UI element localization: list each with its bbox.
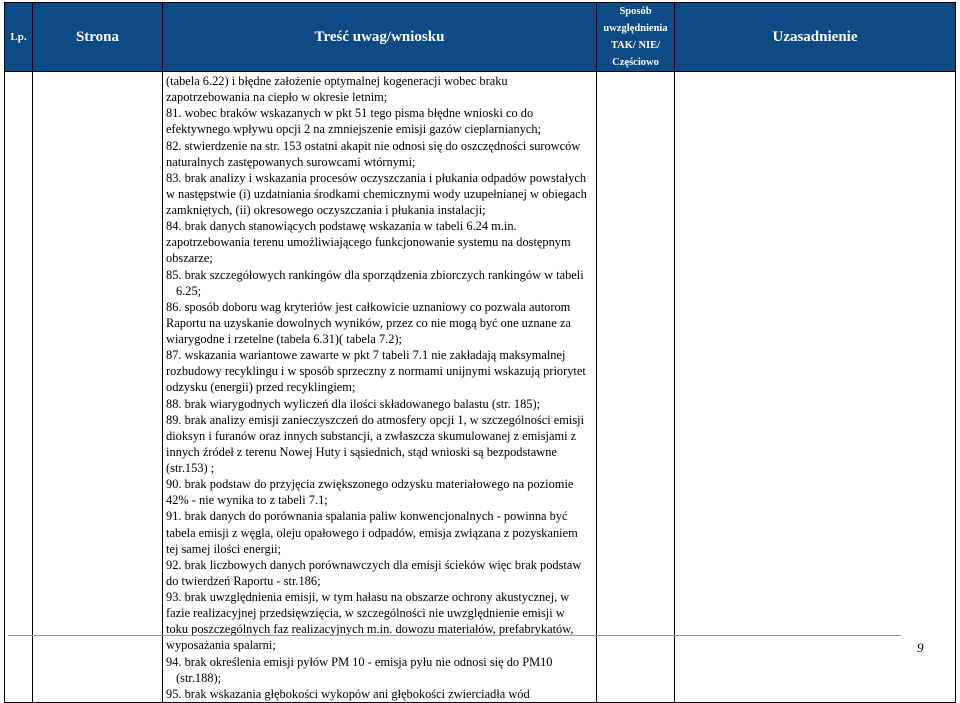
cell-strona (33, 72, 163, 703)
text-line: 89. brak analizy emisji zanieczyszczeń do atmosfery opcji 1, w szczególności emisji (166, 412, 585, 427)
text-line: 83. brak analizy i wskazania procesów oczyszczania i płukania odpadów powstałych (166, 170, 587, 185)
text-line: 85. brak szczegółowych rankingów dla sporządzenia zbiorczych rankingów w tabeli (166, 267, 584, 282)
header-row (5, 3, 956, 72)
text-line: zamkniętych, (ii) okresowego oczyszczania i płukania instalacji; (166, 203, 486, 217)
text-line: (str.188); (176, 670, 222, 685)
cell-tresc (163, 72, 597, 703)
text-line: fazie realizacyjnej przedsięwzięcia, w szczególności nie uwzględnienie emisji w (166, 606, 565, 621)
header-sposob-line-4: Częściowo (612, 57, 659, 68)
cell-sposob (597, 72, 675, 703)
remarks-text (163, 72, 596, 702)
text-line: 91. brak danych do porównania spalania paliw konwencjonalnych - powinna być (166, 509, 568, 524)
text-line: 95. brak wskazania głębokości wykopów ani głębokości zwierciadła wód (166, 686, 530, 701)
text-line: 84. brak danych stanowiących podstawę wskazania w tabeli 6.24 m.in. (166, 219, 517, 234)
text-line: tabela emisji z węgla, oleju opałowego i odpadów, emisja związana z pozyskaniem (166, 525, 578, 540)
text-line: 92. brak liczbowych danych porównawczych dla emisji ścieków więc brak podstaw (166, 557, 582, 572)
header-lp: Lp. (5, 3, 33, 72)
text-line: wyposażania spalarni; (166, 638, 276, 653)
text-line: 90. brak podstaw do przyjęcia zwiększonego odzysku materiałowego na poziomie (166, 477, 574, 492)
text-line: efektywnego wpływu opcji 2 na zmniejszenie emisji gazów cieplarnianych; (166, 122, 542, 137)
table-row (5, 72, 956, 703)
text-line: odzysku (energii) przed recyklingiem; (166, 380, 356, 395)
header-strona: Strona (33, 3, 163, 72)
header-sposob-line-2: uwzględnienia (603, 23, 668, 34)
text-line: 42% - nie wynika to z tabeli 7.1; (166, 493, 328, 508)
text-line: toku poszczególnych faz realizacyjnych m.in. dowozu materiałów, prefabrykatów, (166, 622, 574, 637)
text-line: 87. wskazania wariantowe zawarte w pkt 7 tabeli 7.1 nie zakładają maksymalnej (166, 348, 566, 363)
text-line: 88. brak wiarygodnych wyliczeń dla ilości składowanego balastu (str. 185); (166, 396, 541, 411)
cell-uzasadnienie (675, 72, 956, 703)
text-line: zapotrzebowania terenu umożliwiającego funkcjonowanie systemu na dostępnym (166, 235, 571, 250)
text-line: wiarygodne i rzetelne (tabela 6.31)( tabela 7.2); (166, 332, 403, 346)
text-line: dioksyn i furanów oraz innych substancji, a zwłaszcza skumulowanej z emisjami z (166, 428, 577, 443)
text-line: 82. stwierdzenie na str. 153 ostatni akapit nie odnosi się do oszczędności surowców (166, 138, 581, 153)
text-line: innych źródeł z terenu Nowej Huty i sąsiednich, stąd wnioski są bezpodstawne (166, 444, 557, 459)
text-line: Raportu na uzyskanie dowolnych wyników, przez co nie mogą być one uznane za (166, 315, 571, 330)
header-sposob-line-3: TAK/ NIE/ (610, 40, 661, 51)
text-line: zapotrzebowania na ciepło w okresie letnim; (166, 90, 388, 105)
text-line: do twierdzeń Raportu - str.186; (166, 573, 321, 588)
text-line: w następstwie (i) uzdatniania środkami chemicznymi wody uzupełnianej w obiegach (166, 186, 587, 201)
text-line: 6.25; (176, 283, 202, 298)
remarks-table (4, 2, 956, 703)
text-line: tej samej ilości energii; (166, 541, 282, 556)
text-line: 94. brak określenia emisji pyłów PM 10 - emisja pyłu nie odnosi się do PM10 (166, 654, 553, 669)
cell-lp (5, 72, 33, 703)
header-sposob (597, 3, 675, 72)
text-line: 93. brak uwzględnienia emisji, w tym hałasu na obszarze ochrony akustycznej, w (166, 590, 570, 604)
header-tresc: Treść uwag/wniosku (163, 3, 597, 72)
text-line: rozbudowy recyklingu i w sposób sprzeczny z normami unijnymi wskazują priorytet (166, 364, 586, 379)
page-number: 9 (917, 640, 924, 655)
text-line: 86. sposób doboru wag kryteriów jest całkowicie uznaniowy co pozwala autorom (166, 299, 571, 314)
footer-divider (8, 635, 901, 636)
text-line: naturalnych zastępowanych surowcami wtórnymi; (166, 154, 416, 169)
text-line: (tabela 6.22) i błędne założenie optymalnej kogeneracji wobec braku (166, 74, 508, 88)
text-line: (str.153) ; (166, 461, 215, 475)
text-line: 81. wobec braków wskazanych w pkt 51 tego pisma błędne wnioski co do (166, 106, 534, 121)
header-sposob-line-1: Sposób (619, 6, 652, 17)
header-uzasadnienie: Uzasadnienie (675, 3, 956, 72)
text-line: obszarze; (166, 251, 213, 266)
